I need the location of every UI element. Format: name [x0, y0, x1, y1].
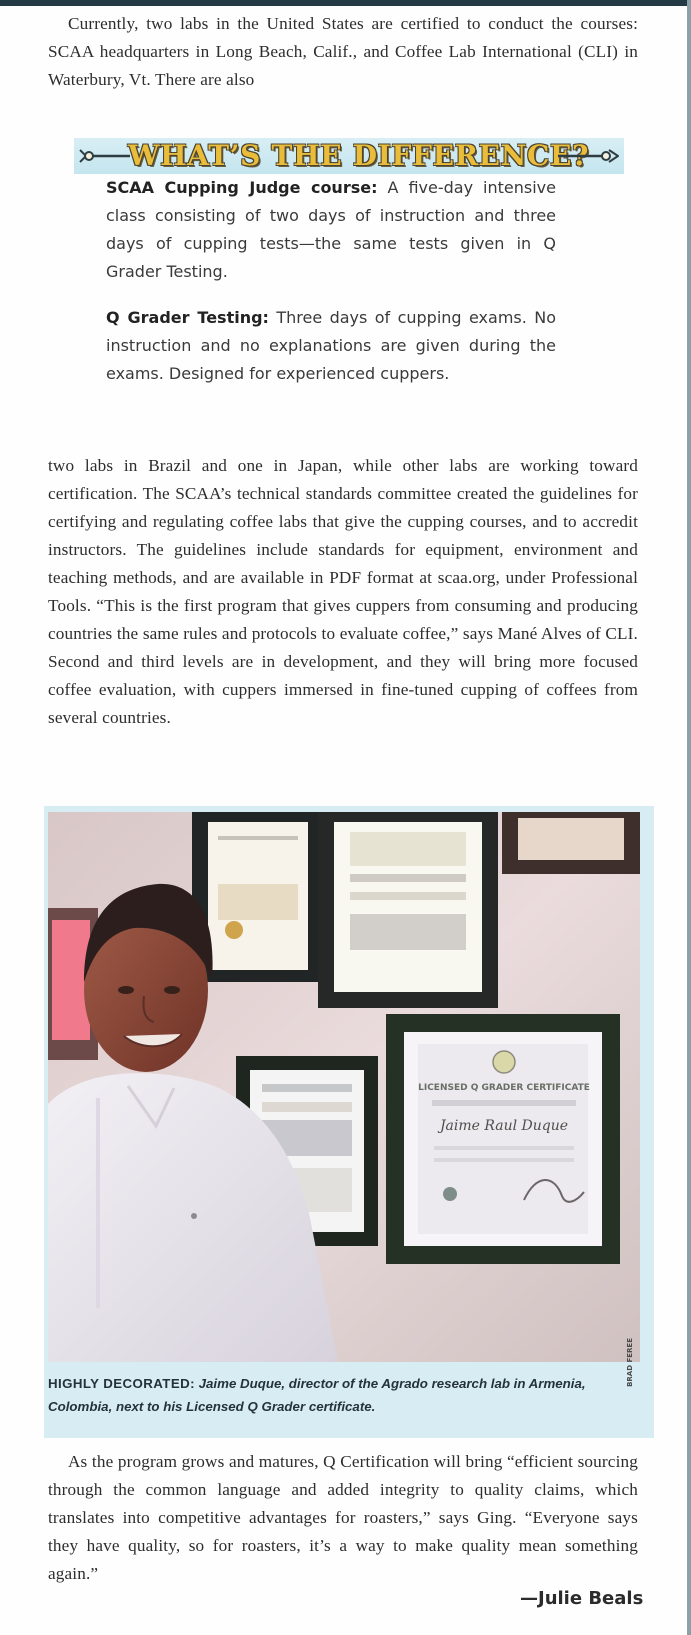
difference-item-q-grader — [106, 304, 556, 388]
difference-description-cupping-judge: A five-day intensive class consisting of two days of instruction and three days of cupping tests—the same tests given in Q Grader Testing. — [106, 178, 556, 281]
intro-paragraph: Currently, two labs in the United States are certified to conduct the courses: SCAA headquarters in Long Beach, Calif., and Coffee Lab International (CLI) in Waterbury, Vt. There are also — [48, 14, 638, 89]
difference-item-cupping-judge — [106, 174, 556, 286]
right-rule — [687, 0, 691, 1635]
difference-title-bar — [74, 138, 624, 174]
difference-box — [74, 138, 624, 408]
licensed-q-grader-certificate — [386, 1014, 620, 1264]
certificate-label-text: LICENSED Q GRADER CERTIFICATE — [418, 1083, 590, 1093]
photo-caption — [48, 1372, 646, 1418]
difference-title: WHAT’S THE DIFFERENCE? — [128, 139, 590, 172]
top-rule — [0, 0, 691, 6]
author-signature: —Julie Beals — [520, 1588, 644, 1609]
arrow-right-icon — [558, 146, 620, 166]
difference-description-q-grader: Three days of cupping exams. No instruction and no explanations are given during the exams. Designed for experienced cuppers. — [106, 308, 556, 383]
body-paragraph: two labs in Brazil and one in Japan, while other labs are working toward certification. The SCAA’s technical standards committee created the guidelines for certifying and regulating coffee labs that give the cupping courses, and to accredit instructors. The guidelines include standards for equipment, environment and teaching methods, and are available in PDF format at scaa.org, under Professional Tools. “This is the first program that gives cuppers from consuming and producing countries the same rules and protocols to evaluate coffee,” says Mané Alves of CLI. Second and third levels are in development, and they will bring more focused coffee evaluation, with cuppers immersed in fine-tuned cupping of coffees from several countries. — [48, 456, 638, 727]
difference-term-cupping-judge: SCAA Cupping Judge course: — [106, 178, 378, 197]
certificate-name-text: Jaime Raul Duque — [439, 1118, 569, 1134]
caption-label: HIGHLY DECORATED: — [48, 1376, 195, 1391]
arrow-left-icon — [76, 146, 130, 166]
photo-figure — [44, 806, 654, 1438]
closing-paragraph: As the program grows and matures, Q Certification will bring “efficient sourcing through the common language and added integrity to quality claims, which translates into competitive advantages for roasters,” says Ging. “Everyone says they have quality, so for roasters, it’s a way to make quality mean something again.” — [48, 1452, 638, 1583]
photo-credit: BRAD FEREE — [626, 1338, 634, 1387]
caption-text: Jaime Duque, director of the Agrado research lab in Armenia, Colombia, next to his Licensed Q Grader certificate. — [48, 1376, 586, 1414]
certificate-frame-top-center — [318, 812, 498, 1008]
difference-term-q-grader: Q Grader Testing: — [106, 308, 269, 327]
certificate-frame-top-right — [502, 812, 640, 874]
